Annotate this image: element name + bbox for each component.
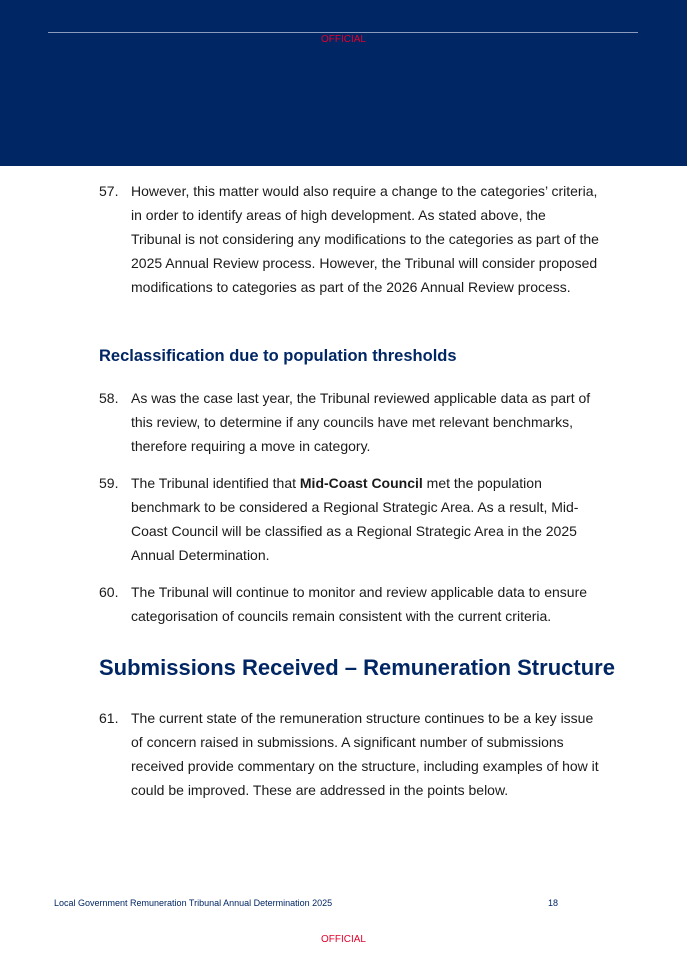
paragraph-number: 59. xyxy=(99,475,119,491)
paragraph-text-after: met the population benchmark to be considered a Regional Strategic Area. As a result, Mid-Coast Council will be classified as a Regional Strategic Area in the 2025 Annual Determination. xyxy=(131,475,579,563)
paragraph-number: 60. xyxy=(99,584,119,600)
paragraph-number: 58. xyxy=(99,390,119,406)
paragraph-number: 57. xyxy=(99,183,119,199)
paragraph-number: 61. xyxy=(99,710,119,726)
paragraph-57 xyxy=(99,179,599,299)
paragraph-text-before: The Tribunal identified that xyxy=(131,475,300,491)
paragraph-text: However, this matter would also require a change to the categories’ criteria, in order to identify areas of high development. As stated above, the Tribunal is not considering any modifications to the categories as part of the 2025 Annual Review process. However, the Tribunal will consider proposed modifications to categories as part of the 2026 Annual Review process. xyxy=(131,183,599,295)
paragraph-58 xyxy=(99,386,599,458)
section-heading: Submissions Received – Remuneration Structure xyxy=(99,655,615,680)
footer-page-number: 18 xyxy=(548,898,559,908)
section-subheading: Reclassification due to population thresholds xyxy=(99,347,457,365)
paragraph-61 xyxy=(99,706,599,802)
classification-top: OFFICIAL xyxy=(320,34,366,45)
paragraph-text: As was the case last year, the Tribunal reviewed applicable data as part of this review, to determine if any councils have met relevant benchmarks, therefore requiring a move in category. xyxy=(131,390,591,454)
footer-document-title: Local Government Remuneration Tribunal Annual Determination 2025 xyxy=(54,898,333,908)
paragraph-59 xyxy=(99,471,599,567)
council-name-bold: Mid-Coast Council xyxy=(299,475,423,491)
header-rule xyxy=(48,32,638,33)
classification-bottom: OFFICIAL xyxy=(320,934,366,945)
paragraph-text: The Tribunal will continue to monitor and review applicable data to ensure categorisation of councils remain consistent with the current criteria. xyxy=(131,584,588,624)
paragraph-text xyxy=(131,471,599,567)
header-banner xyxy=(0,0,687,166)
paragraph-text: The current state of the remuneration structure continues to be a key issue of concern raised in submissions. A significant number of submissions received provide commentary on the structure, including examples of how it could be improved. These are addressed in the points below. xyxy=(131,710,599,798)
paragraph-60 xyxy=(99,580,599,628)
